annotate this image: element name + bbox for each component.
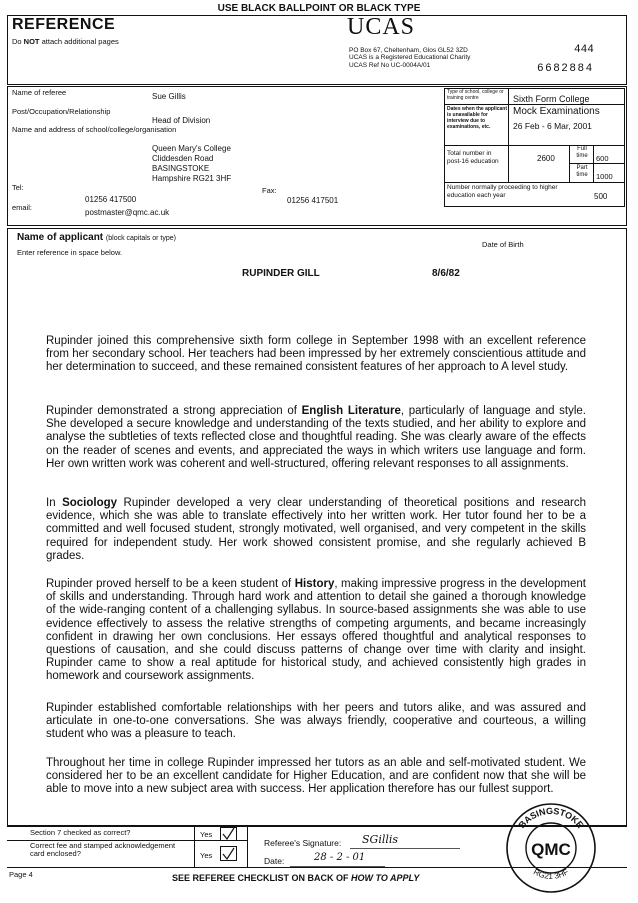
referee-name-label: Name of referee bbox=[12, 88, 67, 97]
school-type-label: Type of school, college or training centre bbox=[447, 89, 504, 101]
referee-signature: SGillis bbox=[362, 833, 399, 846]
date-label: Date: bbox=[264, 856, 285, 866]
total-number-value: 2600 bbox=[537, 154, 555, 163]
section7-checkbox[interactable] bbox=[220, 827, 237, 841]
school-type-value: Sixth Form College bbox=[513, 94, 590, 104]
check-mark-icon bbox=[220, 846, 237, 861]
dates-value-1: Mock Examinations bbox=[513, 106, 600, 117]
dob-value: 8/6/82 bbox=[432, 268, 460, 279]
paragraph-english: Rupinder demonstrated a strong appreciation of English Literature, particularly of language and style. She developed a secure knowledge and understanding of the texts studied, and her ability to explore and analyse the subtleties of texts reflected close and thoughtful reading. She was clearly aware of the effects on the reader of scenes and events, and appreciated the ways in which writers use language and form. Her own written work was coherent and well-structured, offering relevant responses to all assignments. bbox=[46, 405, 586, 470]
signature-label: Referee's Signature: bbox=[264, 838, 342, 848]
reference-title: REFERENCE bbox=[12, 16, 116, 33]
fax-value: 01256 417501 bbox=[287, 196, 339, 205]
date-value: 28 - 2 - 01 bbox=[314, 852, 366, 863]
paragraph-history: Rupinder proved herself to be a keen student of History, making impressive progress in the development of skills and understanding. Through hard work and attention to detail she gained a thorough knowledge of the wide-ranging content of a challenging syllabus. In source-based assignments she was able to use evidence effectively to assess the relative strengths of competing arguments, and became increasingly confident in drawing her own conclusions. Her essays offered thoughtful and analytical responses to questions of causation, and she could discuss patterns of change over time with clarity and insight. Rupinder came to show a real aptitude for historical study, and achieved consistently high grades in homework and coursework assignments. bbox=[46, 578, 586, 683]
section7-label: Section 7 checked as correct? bbox=[30, 828, 131, 837]
referee-name-value: Sue Gillis bbox=[152, 92, 186, 101]
post-label: Post/Occupation/Relationship bbox=[12, 107, 111, 116]
enter-ref-note: Enter reference in space below. bbox=[17, 248, 123, 257]
paragraph-conclusion: Throughout her time in college Rupinder impressed her tutors as an able and self-motivated student. We considered her to be an excellent candidate for Higher Education, and are confident now that she will be able to move into a new subject area with success. Her application therefore has our fullest support. bbox=[46, 757, 586, 796]
applicant-name-value: RUPINDER GILL bbox=[242, 268, 320, 279]
full-time-label: Full time bbox=[576, 146, 588, 159]
attach-note: Do NOT attach additional pages bbox=[12, 37, 119, 46]
fax-label: Fax: bbox=[262, 186, 277, 195]
tel-value: 01256 417500 bbox=[85, 195, 137, 204]
ucas-address: PO Box 67, Cheltenham, Glos GL52 3ZD UCAS is a Registered Educational Charity UCAS Ref No UC-0004A/01 bbox=[349, 47, 471, 69]
address-label: Name and address of school/college/organisation bbox=[12, 125, 177, 134]
yes-label-1: Yes bbox=[200, 830, 213, 839]
total-number-label: Total number in post-16 education bbox=[447, 150, 499, 165]
top-instruction: USE BLACK BALLPOINT OR BLACK TYPE bbox=[217, 3, 421, 14]
proceeding-label: Number normally proceeding to higher education each year bbox=[447, 184, 558, 199]
stamp-top-text: BASINGSTOKE bbox=[516, 805, 586, 831]
code-large: 6682884 bbox=[537, 63, 594, 75]
proceeding-value: 500 bbox=[594, 192, 608, 201]
full-time-value: 600 bbox=[596, 154, 609, 163]
check-mark-icon bbox=[220, 827, 237, 841]
svg-text:BASINGSTOKE bbox=[517, 806, 586, 830]
code-small: 444 bbox=[574, 44, 594, 56]
tel-label: Tel: bbox=[12, 183, 24, 192]
college-stamp bbox=[503, 800, 599, 896]
fee-label: Correct fee and stamped acknowledgement card enclosed? bbox=[30, 841, 176, 858]
dates-value-2: 26 Feb - 6 Mar, 2001 bbox=[513, 121, 592, 131]
page-number: Page 4 bbox=[9, 870, 33, 879]
svg-text:RG21 3HF bbox=[532, 867, 570, 881]
paragraph-relationships: Rupinder established comfortable relationships with her peers and tutors alike, and was assured and articulate in one-to-one conversations. She was always friendly, cooperative and courteous, a willing student who was a pleasure to teach. bbox=[46, 702, 586, 741]
dob-label: Date of Birth bbox=[482, 240, 524, 249]
stamp-bottom-text: RG21 3HF bbox=[531, 867, 571, 881]
paragraph-intro: Rupinder joined this comprehensive sixth form college in September 1998 with an excellent reference from her secondary school. Her teachers had been impressed by her extremely conscientious attitude and her determination to succeed, and these remained consistent features of her approach to A level study. bbox=[46, 335, 586, 374]
paragraph-sociology: In Sociology Rupinder developed a very clear understanding of theoretical positions and research evidence, which she was able to translate effectively into her written work. Her tutor found her to be a committed and well focused student, strongly motivated, well organised, and very competent in the skills required for independent study. Her work showed consistent promise, and she regularly achieved B grades. bbox=[46, 497, 586, 562]
ucas-logo: UCAS bbox=[347, 14, 416, 40]
yes-label-2: Yes bbox=[200, 851, 213, 860]
part-time-label: Part time bbox=[576, 165, 588, 178]
post-value: Head of Division bbox=[152, 116, 211, 125]
email-label: email: bbox=[12, 203, 33, 212]
school-address: Queen Mary's College Cliddesden Road BASINGSTOKE Hampshire RG21 3HF bbox=[152, 144, 232, 183]
fee-checkbox[interactable] bbox=[220, 846, 237, 861]
stamp-center-text: QMC bbox=[531, 840, 571, 859]
checklist-note: SEE REFEREE CHECKLIST ON BACK OF HOW TO APPLY bbox=[172, 873, 420, 883]
dates-label: Dates when the applicant is unavailable for interview due to examinations, etc. bbox=[447, 106, 508, 130]
email-value: postmaster@qmc.ac.uk bbox=[85, 208, 170, 217]
part-time-value: 1000 bbox=[596, 172, 613, 181]
applicant-name-label: Name of applicant (block capitals or type) bbox=[17, 232, 176, 243]
